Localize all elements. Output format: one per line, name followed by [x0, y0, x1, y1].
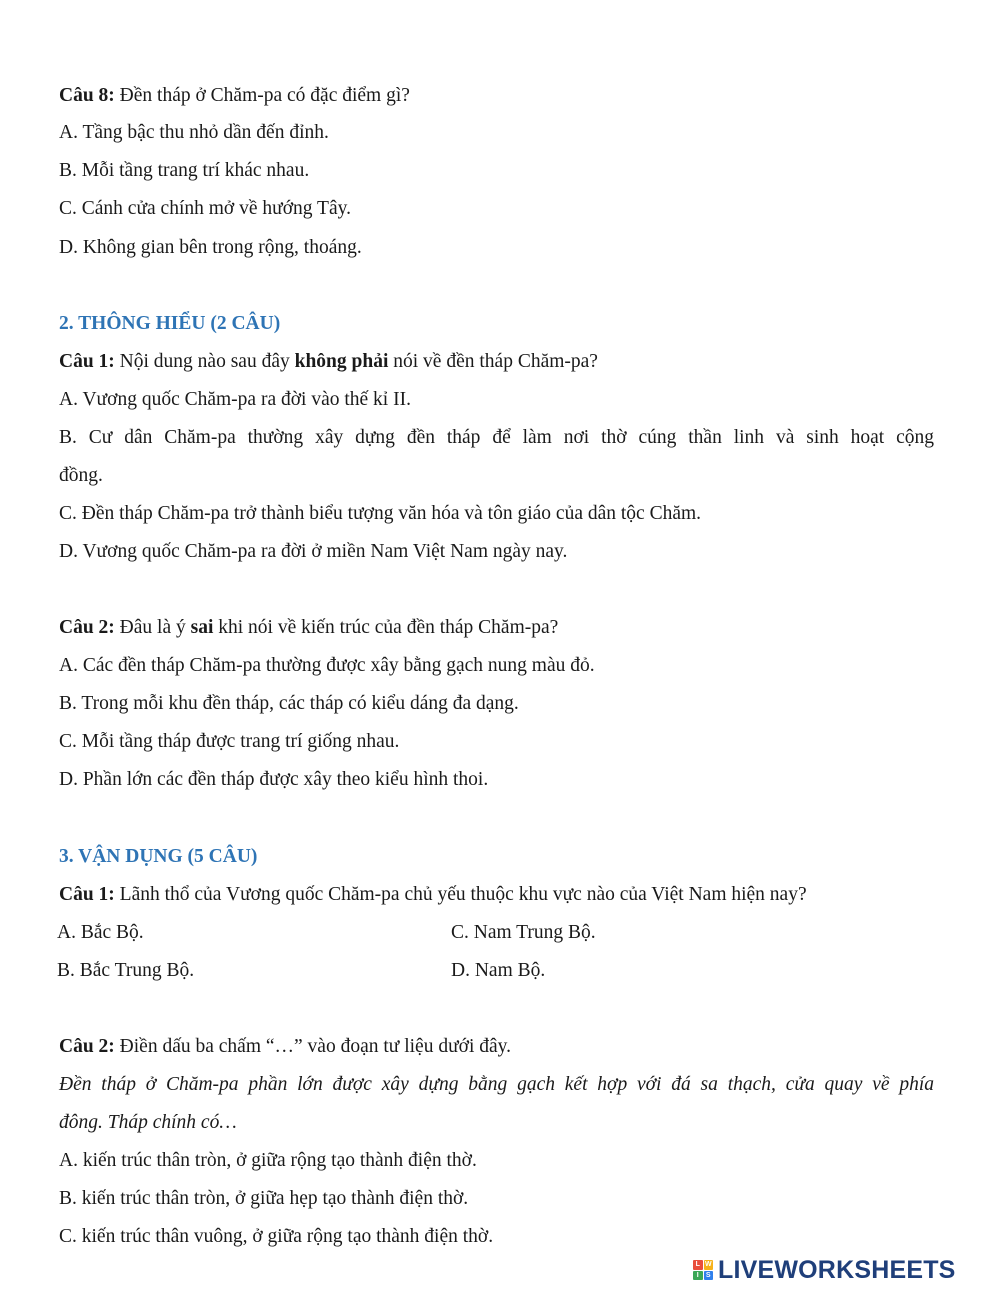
option-a: A. kiến trúc thân tròn, ở giữa rộng tạo thành điện thờ.	[59, 1150, 477, 1171]
question-text: Điền dấu ba chấm “…” vào đoạn tư liệu dưới đây.	[114, 1036, 512, 1057]
option-b: B. Cư dân Chăm-pa thường xây dựng đền tháp để làm nơi thờ cúng thần linh và sinh hoạt cộng	[59, 427, 934, 448]
logo-mark-tile: I	[693, 1271, 703, 1281]
option-b: B. Mỗi tầng trang trí khác nhau.	[59, 160, 310, 181]
logo-mark-tile: S	[704, 1271, 714, 1281]
question-text: Nội dung nào sau đây	[114, 351, 295, 372]
logo-mark-tile: W	[704, 1261, 712, 1268]
option-a: A. Tầng bậc thu nhỏ dần đến đỉnh.	[59, 122, 329, 143]
question-2	[59, 1035, 511, 1059]
passage-text: đông. Tháp chính có…	[59, 1112, 237, 1133]
question-label: Câu 1:	[59, 884, 115, 905]
option-c: C. Nam Trung Bộ.	[451, 922, 596, 943]
option-d: D. Vương quốc Chăm-pa ra đời ở miền Nam Việt Nam ngày nay.	[59, 541, 568, 562]
option-c: C. Đền tháp Chăm-pa trở thành biểu tượng văn hóa và tôn giáo của dân tộc Chăm.	[59, 503, 702, 524]
option-a: A. Bắc Bộ.	[57, 922, 144, 943]
option-d: D. Không gian bên trong rộng, thoáng.	[59, 237, 362, 258]
logo-mark-icon	[693, 1260, 713, 1280]
question-1	[59, 350, 598, 374]
liveworksheets-logo	[693, 1256, 956, 1284]
option-a: A. Các đền tháp Chăm-pa thường được xây bằng gạch nung màu đỏ.	[59, 655, 595, 676]
question-text: Lãnh thổ của Vương quốc Chăm-pa chủ yếu thuộc khu vực nào của Việt Nam hiện nay?	[114, 884, 807, 905]
section-heading: 3. VẬN DỤNG (5 CÂU)	[59, 846, 258, 867]
option-c: C. Mỗi tầng tháp được trang trí giống nhau.	[59, 731, 400, 752]
passage-line	[59, 1111, 237, 1135]
passage-text: Đền tháp ở Chăm-pa phần lớn được xây dựng bằng gạch kết hợp với đá sa thạch, cửa quay về phía	[59, 1074, 934, 1095]
question-label: Câu 8:	[59, 85, 115, 106]
question-label: Câu 2:	[59, 1036, 115, 1057]
option-d: D. Nam Bộ.	[451, 960, 546, 981]
question-label: Câu 1:	[59, 351, 115, 372]
logo-mark-tile: L	[693, 1260, 703, 1270]
logo-text: LIVEWORKSHEETS	[718, 1255, 956, 1284]
question-emphasis: sai	[190, 617, 214, 638]
option-d: D. Phần lớn các đền tháp được xây theo kiểu hình thoi.	[59, 769, 489, 790]
option-b-continued: đồng.	[59, 465, 103, 486]
question-text: khi nói về kiến trúc của đền tháp Chăm-pa?	[213, 617, 559, 638]
option-b: B. Trong mỗi khu đền tháp, các tháp có kiểu dáng đa dạng.	[59, 693, 519, 714]
question-8	[59, 84, 410, 108]
question-label: Câu 2:	[59, 617, 115, 638]
question-text: Đền tháp ở Chăm-pa có đặc điểm gì?	[114, 85, 410, 106]
question-2	[59, 616, 558, 640]
passage-line	[59, 1073, 934, 1097]
question-text: nói về đền tháp Chăm-pa?	[388, 351, 598, 372]
option-a: A. Vương quốc Chăm-pa ra đời vào thế kỉ II.	[59, 389, 411, 410]
question-emphasis: không phải	[294, 351, 389, 372]
option-b: B. Bắc Trung Bộ.	[57, 960, 195, 981]
question-text: Đâu là ý	[114, 617, 191, 638]
option-b: B. kiến trúc thân tròn, ở giữa hẹp tạo thành điện thờ.	[59, 1188, 469, 1209]
option-c: C. Cánh cửa chính mở về hướng Tây.	[59, 198, 351, 219]
question-1	[59, 883, 807, 907]
section-heading: 2. THÔNG HIỂU (2 CÂU)	[59, 313, 281, 334]
option-c: C. kiến trúc thân vuông, ở giữa rộng tạo thành điện thờ.	[59, 1226, 494, 1247]
